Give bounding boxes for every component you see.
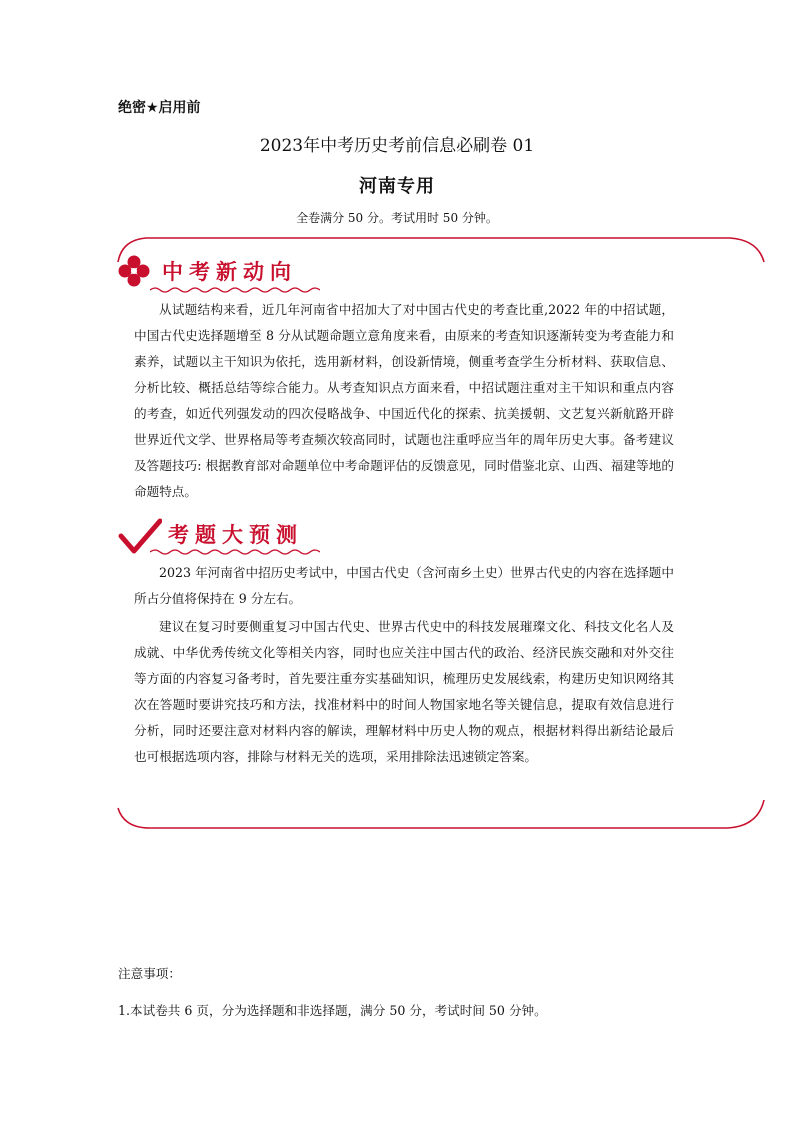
notes-title: 注意事项： xyxy=(118,966,181,981)
red-clover-icon xyxy=(118,255,150,287)
section-title-trends: 中考新动向 xyxy=(162,260,297,284)
wavy-underline xyxy=(150,286,320,294)
section2-paragraph-1: 2023 年河南省中招历史考试中，中国古代史（含河南乡土史）世界古代史的内容在选择题中所占分值将保持在 9 分左右。 xyxy=(134,565,674,606)
wavy-underline-2 xyxy=(150,548,320,556)
notes-item-1: 1.本试卷共 6 页，分为选择题和非选择题，满分 50 分，考试时间 50 分钟。 xyxy=(118,1003,547,1018)
section-title-prediction: 考题大预测 xyxy=(168,523,303,547)
section2-paragraph-2: 建议在复习时要侧重复习中国古代史、世界古代史中的科技发展璀璨文化、科技文化名人及成就、中华优秀传统文化等相关内容，同时也应关注中国古代的政治、经济民族交融和对外交往等方面的内容复习备考时，首先要注重夯实基础知识，梳理历史发展线索，构建历史知识网络其次在答题时要讲究技巧和方法，找准材料中的时间人物国家地名等关键信息，提取有效信息进行分析，同时还要注意对材料内容的解读，理解材料中历史人物的观点，根据材料得出新结论最后也可根据选项内容，排除与材料无关的选项，采用排除法迅速锁定答案。 xyxy=(134,619,674,764)
section1-paragraph: 从试题结构来看，近几年河南省中招加大了对中国古代史的考查比重,2022 年的中招试题，中国古代史选择题增至 8 分从试题命题立意角度来看，由原来的考查知识逐渐转变为考查能力和素养，试题以主干知识为依托，选用新材料，创设新情境，侧重考查学生分析材料、获取信息、分析比较、概括总结等综合能力。从考查知识点方面来看，中招试题注重对主干知识和重点内容的考查，如近代列强发动的四次侵略战争、中国近代化的探索、抗美援朝、文艺复兴新航路开辟世界近代文学、世界格局等考查频次较高同时，试题也注重呼应当年的周年历史大事。备考建议及答题技巧: 根据教育部对命题单位中考命题评估的反馈意见，同时借鉴北京、山西、福建等地的命题特点。 xyxy=(134,302,674,499)
paper-subtitle: 河南专用 xyxy=(359,176,435,197)
exam-info: 全卷满分 50 分。考试用时 50 分钟。 xyxy=(296,211,498,225)
secret-label: 绝密★启用前 xyxy=(118,100,201,116)
paper-title: 2023年中考历史考前信息必刷卷 01 xyxy=(259,136,535,156)
